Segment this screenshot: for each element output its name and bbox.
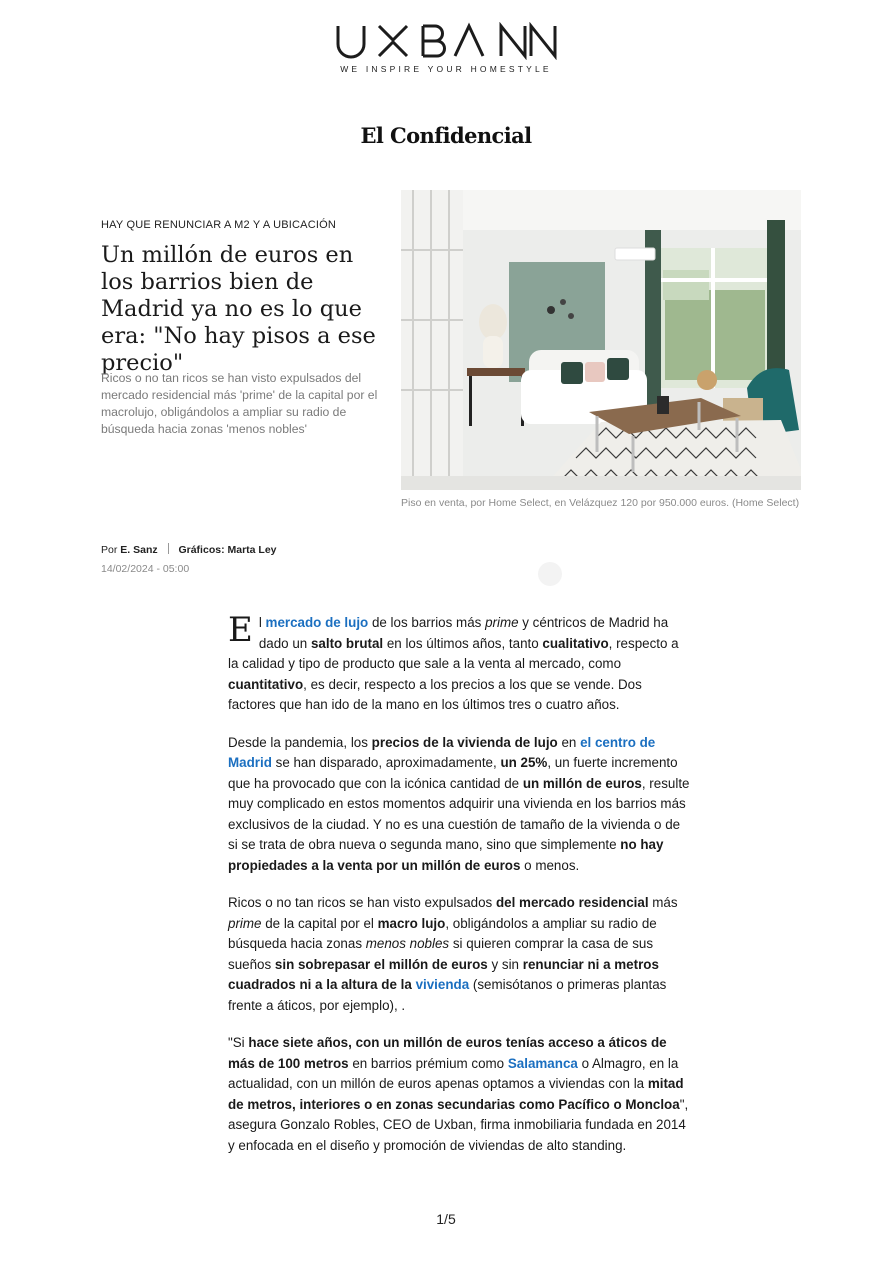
uxban-logo[interactable] — [335, 22, 557, 74]
strong: sin sobrepasar el millón de euros — [274, 956, 488, 972]
byline — [101, 543, 277, 556]
emphasis: prime — [485, 615, 519, 630]
photo-caption: Piso en venta, por Home Select, en Velázquez 120 por 950.000 euros. (Home Select) — [401, 497, 800, 509]
text: en los últimos años, tanto — [383, 635, 543, 651]
strong: precios de la vivienda de lujo — [371, 734, 558, 750]
strong: mitad de metros, interiores o en zonas secundarias como Pacífico o Moncloa — [228, 1076, 684, 1112]
text: Desde la pandemia, los — [228, 734, 372, 750]
text: , es decir, respecto a los precios a los que se vende. Dos factores que han ido de la mano en los últimos tres o cuatro años. — [228, 676, 642, 712]
text: o Almagro, en la actualidad, con un millón de euros apenas optamos a viviendas con la — [228, 1055, 679, 1091]
strong: salto brutal — [310, 635, 384, 651]
text: Ricos o no tan ricos se han visto expulsados — [228, 895, 496, 910]
page-number: 1/5 — [436, 1211, 456, 1227]
text: ", asegura Gonzalo Robles, CEO de Uxban, firma inmobiliaria fundada en 2014 y enfocada en el diseño y promoción de viviendas de alto standing. — [228, 1096, 689, 1153]
emphasis: prime — [228, 915, 262, 931]
strong: del mercado residencial — [495, 895, 649, 910]
strong: un millón de euros — [522, 775, 642, 791]
text: l — [258, 615, 266, 630]
byline-prefix: Por — [101, 544, 118, 556]
text: y céntricos de Madrid ha dado un — [258, 615, 669, 651]
article-photo — [401, 190, 801, 490]
strong: un 25% — [500, 755, 548, 770]
text: y sin — [487, 956, 523, 972]
article-body — [228, 610, 690, 1173]
text: , respecto a la calidad y tipo de producto que sale a la venta al mercado, como — [228, 635, 679, 671]
living-room-image — [401, 190, 801, 490]
loading-indicator — [538, 562, 562, 586]
article-kicker: HAY QUE RENUNCIAR A M2 Y A UBICACIÓN — [101, 219, 337, 231]
article-dek: Ricos o no tan ricos se han visto expulsados del mercado residencial más 'prime' de la capital por el macrolujo, obligándolos a ampliar su radio de búsqueda hacia zonas 'menos nobles' — [101, 371, 378, 436]
publication-masthead: El Confidencial — [360, 123, 532, 148]
emphasis: menos nobles — [365, 936, 450, 951]
link-salamanca[interactable]: Salamanca — [507, 1055, 578, 1071]
paragraph-2 — [228, 733, 690, 877]
text: de los barrios más — [368, 615, 486, 630]
brand-tagline: WE INSPIRE YOUR HOMESTYLE — [340, 64, 552, 74]
text: o menos. — [520, 857, 580, 873]
link-centro-de-madrid[interactable]: el centro de Madrid — [228, 734, 656, 770]
strong: cualitativo — [542, 635, 609, 651]
paragraph-4 — [228, 1033, 690, 1156]
byline-divider — [168, 543, 169, 554]
text: "Si — [228, 1035, 249, 1050]
uxban-wordmark — [335, 22, 557, 60]
link-vivienda[interactable]: vivienda — [415, 977, 470, 992]
strong: hace siete años, con un millón de euros tenías acceso a áticos de más de 100 metros — [228, 1035, 667, 1071]
strong: cuantitativo — [228, 676, 304, 692]
paragraph-1 — [228, 610, 690, 716]
text: en — [557, 734, 581, 750]
text: de la capital por el — [261, 915, 378, 931]
graphics-author[interactable]: Marta Ley — [227, 544, 277, 556]
brand-header — [0, 22, 892, 77]
text: , resulte muy complicado en estos momentos adquirir una vivienda en los barrios más exclusivos de la ciudad. Y no es una cuestión de tamaño de la vivienda o de si se trata de obra nueva o segunda mano, sino que simplemente — [228, 775, 690, 852]
strong: no hay propiedades a la venta por un millón de euros — [228, 837, 664, 873]
paragraph-3 — [228, 893, 690, 1016]
graphics-label: Gráficos: — [178, 544, 225, 556]
text: si quieren comprar la casa de sus sueños — [228, 936, 654, 972]
strong: macro lujo — [377, 915, 446, 931]
author-link[interactable]: E. Sanz — [120, 544, 158, 556]
strong: renunciar ni a metros cuadrados ni a la altura de la — [228, 956, 659, 992]
text: más — [648, 895, 678, 910]
article-headline: Un millón de euros en los barrios bien de Madrid ya no es lo que era: "No hay pisos a ese precio" — [101, 242, 376, 376]
link-mercado-de-lujo[interactable]: mercado de lujo — [265, 615, 369, 630]
text: (semisótanos o primeras plantas frente a áticos, por ejemplo), . — [228, 977, 667, 1013]
text: , obligándolos a ampliar su radio de búsqueda hacia zonas — [228, 915, 657, 951]
text: se han disparado, aproximadamente, — [271, 755, 501, 770]
drop-cap: E — [228, 610, 253, 650]
publish-date: 14/02/2024 - 05:00 — [101, 563, 190, 575]
text: en barrios prémium como — [348, 1055, 508, 1071]
text: , un fuerte incremento que ha provocado que con la icónica cantidad de — [228, 755, 678, 791]
